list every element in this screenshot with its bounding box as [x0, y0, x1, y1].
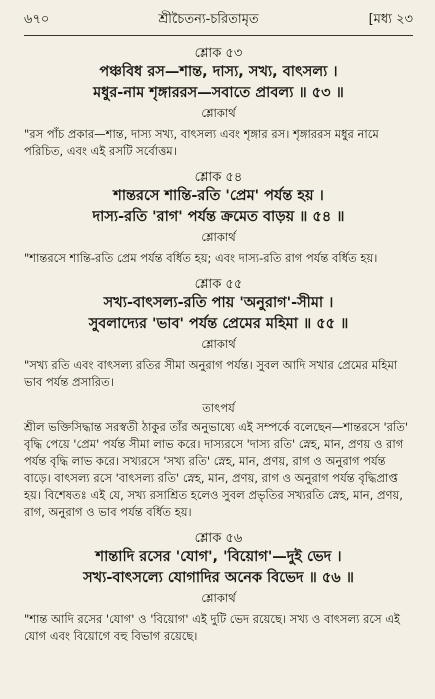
verse-line: দাস্য-রতি 'রাগ' পর্যন্ত ক্রমেত বাড়য় ॥ ৫৪ ॥ [92, 209, 345, 225]
verse-line: সখ্য-বাৎসল্যে যোগাদির অনেক বিভেদ ॥ ৫৬ ॥ [83, 570, 354, 586]
translation-text: "রস পাঁচ প্রকার—শান্ত, দাস্য সখ্য, বাৎসল্য এবং শৃঙ্গার রস। শৃঙ্গাররস মধুর নামে পরিচিত, এবং এই রসটি সর্বোত্তম। [24, 127, 379, 158]
sloka-title: শ্লোক ৫৫ [194, 277, 243, 292]
sloka-title: শ্লোক ৫৪ [194, 170, 243, 185]
sloka-section [24, 277, 413, 521]
sloka-title: শ্লোক ৫৩ [194, 46, 243, 61]
purport-text: শ্রীল ভক্তিসিদ্ধান্ত সরস্বতী ঠাকুর তাঁর অনুভাষ্যে এই সম্পর্কে বলেছেন—শান্তরসে 'রতি' বৃদ্ধি পেয়ে 'প্রেম' পর্যন্ত সীমা লাভ করে। দাস্যরসে 'দাস্য রতি' স্নেহ, মান, প্রণয় ও রাগ পর্যন্ত বৃদ্ধি লাভ করে। সখ্যরসে 'সখ্য রতি' স্নেহ, মান, প্রণয়, রাগ ও অনুরাগ পর্যন্ত বাড়ে। বাৎসল্য রসে 'বাৎসল্য রতি' স্নেহ, মান, প্রণয়, রাগ ও অনুরাগ পর্যন্ত বৃদ্ধিপ্রাপ্ত হয়। বিশেষতঃ এই যে, সখ্য রসাশ্রিত হলেও সুবল প্রভৃতির সখ্যরতি স্নেহ, মান, প্রণয়, রাগ, অনুরাগ ও ভাব পর্যন্ত বর্ধিত হয়। [24, 420, 409, 519]
verse-line: শান্তরসে শান্তি-রতি 'প্রেম' পর্যন্ত হয় । [113, 188, 324, 204]
sloka-section [24, 170, 413, 267]
verse-line: শান্তাদি রসের 'যোগ', 'বিয়োগ'—দুই ভেদ । [95, 549, 342, 565]
sloka-section [24, 46, 413, 160]
verse-line: সুবলাদ্যের 'ভাব' পর্যন্ত প্রেমের মহিমা ॥ ৫৫ ॥ [88, 316, 349, 332]
translation-text: "শান্ত আদি রসের 'যোগ' ও 'বিয়োগ' এই দুটি ভেদ রয়েছে। সখ্য ও বাৎসল্য রসে এই যোগ এবং বিয়োগে বহু বিভাগ রয়েছে। [24, 612, 401, 643]
section-marker: [মধ্য ২৩ [368, 12, 413, 27]
translation-label: শ্লোকার্থ [201, 230, 236, 244]
page-number: ৬৭০ [24, 12, 50, 27]
translation-text: "সখ্য রতি এবং বাৎসল্য রতির সীমা অনুরাগ পর্যন্ত। সুবল আদি সখার প্রেমের মহিমা ভাব পর্যন্ত প্রসারিত। [24, 358, 398, 389]
sloka-section [24, 531, 413, 645]
page-header [24, 10, 413, 36]
running-title: শ্রীচৈতন্য-চরিতামৃত [158, 12, 259, 27]
verse-line: সখ্য-বাৎসল্য-রতি পায় 'অনুরাগ'-সীমা । [103, 295, 334, 311]
purport-title: তাৎপর্য [202, 401, 235, 415]
translation-label: শ্লোকার্থ [201, 591, 236, 605]
verse-line: পঞ্চবিধ রস—শান্ত, দাস্য, সখ্য, বাৎসল্য । [99, 64, 338, 80]
translation-label: শ্লোকার্থ [201, 106, 236, 120]
translation-text: "শান্তরসে শান্তি-রতি প্রেম পর্যন্ত বর্ধিত হয়; এবং দাস্য-রতি রাগ পর্যন্ত বর্ধিত হয়। [24, 251, 378, 265]
verse-line: মধুর-নাম শৃঙ্গাররস—সবাতে প্রাবল্য ॥ ৫৩ ॥ [93, 85, 344, 101]
translation-label: শ্লোকার্থ [201, 337, 236, 351]
sloka-title: শ্লোক ৫৬ [194, 531, 243, 546]
